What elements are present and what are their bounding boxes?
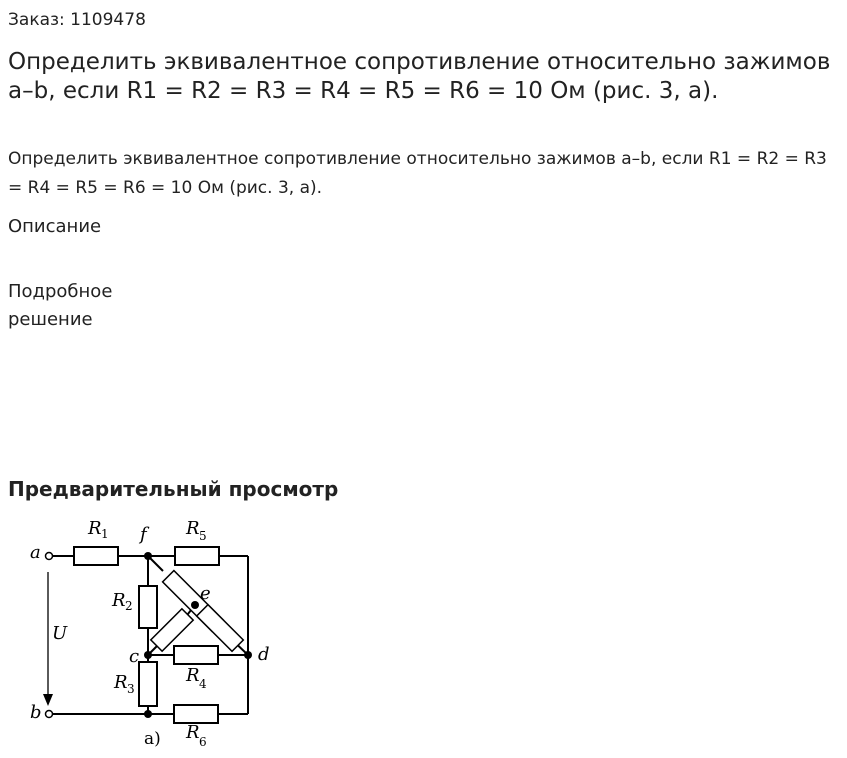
label-r5: R xyxy=(186,518,200,539)
label-node-e: e xyxy=(200,583,211,604)
page-title: Определить эквивалентное сопротивление относительно зажимов a–b, если R1 = R2 = R3 = R4 = R5 = R6 = 10 Ом (рис. 3, а). xyxy=(8,49,831,104)
label-r5-index: 5 xyxy=(199,529,207,543)
resistor-r5 xyxy=(175,547,219,565)
description-label: Описание xyxy=(8,216,102,237)
node-bottom-dot xyxy=(144,710,152,718)
label-r3-index: 3 xyxy=(127,682,135,696)
terminal-b xyxy=(46,711,53,718)
detailed-solution-label: Подробное решение xyxy=(8,281,113,330)
label-node-d: d xyxy=(258,644,270,665)
label-r6-index: 6 xyxy=(199,735,207,749)
label-r1: R xyxy=(88,518,102,539)
resistor-r4 xyxy=(174,646,218,664)
node-c-dot xyxy=(144,651,152,659)
node-e-dot xyxy=(191,601,199,609)
resistor-r6 xyxy=(174,705,218,723)
preview-heading: Предварительный просмотр xyxy=(8,477,339,501)
figure-caption: а) xyxy=(144,729,161,749)
label-r4-index: 4 xyxy=(199,677,207,691)
label-r6: R xyxy=(186,722,200,743)
node-d-dot xyxy=(244,651,252,659)
voltage-arrow-head xyxy=(43,694,53,706)
label-r2: R xyxy=(112,590,126,611)
label-node-a: a xyxy=(30,542,41,563)
label-r2-index: 2 xyxy=(125,599,133,613)
label-voltage: U xyxy=(52,623,68,644)
node-f-dot xyxy=(144,552,152,560)
label-r4: R xyxy=(186,665,200,686)
resistor-diagonal-ed xyxy=(197,605,244,652)
task-text: Определить эквивалентное сопротивление относительно зажимов a–b, если R1 = R2 = R3 = R4 = R5 = R6 = 10 Ом (рис. 3, а). xyxy=(8,149,827,198)
label-node-c: c xyxy=(129,646,140,667)
resistor-r2 xyxy=(139,586,157,628)
label-node-b: b xyxy=(30,702,42,723)
order-number: Заказ: 1109478 xyxy=(8,10,146,30)
label-r3: R xyxy=(114,672,128,693)
resistor-r1 xyxy=(74,547,118,565)
label-node-f: f xyxy=(140,524,147,545)
label-r1-index: 1 xyxy=(101,527,109,541)
resistor-r3 xyxy=(139,662,157,706)
circuit-diagram xyxy=(20,508,290,758)
terminal-a xyxy=(46,553,53,560)
circuit-figure xyxy=(20,508,290,758)
